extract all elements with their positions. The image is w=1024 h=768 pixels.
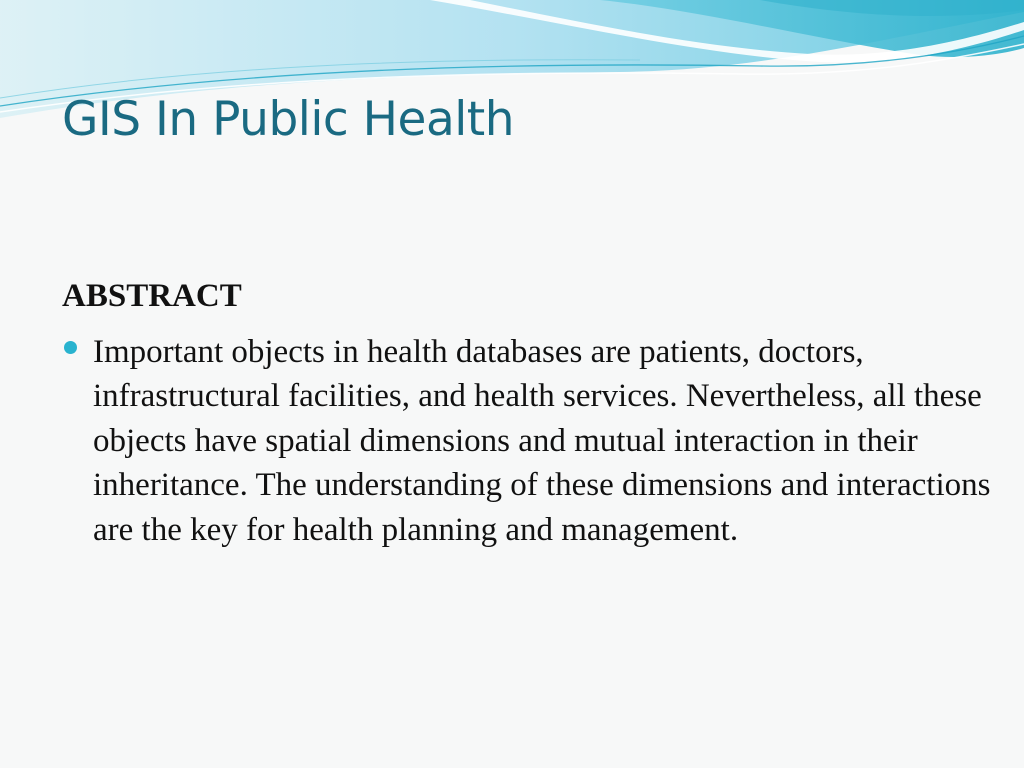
slide-title: GIS In Public Health: [62, 92, 515, 147]
bullet-icon: [64, 341, 77, 354]
abstract-bullet-text: Important objects in health databases are patients, doctors, infrastructural facilities, and health services. Nevertheless, all these objects have spatial dimensions and mutual interaction in their inheritance. The understanding of these dimensions and interactions are the key for health planning and management.: [93, 334, 991, 548]
abstract-heading: ABSTRACT: [62, 278, 242, 314]
